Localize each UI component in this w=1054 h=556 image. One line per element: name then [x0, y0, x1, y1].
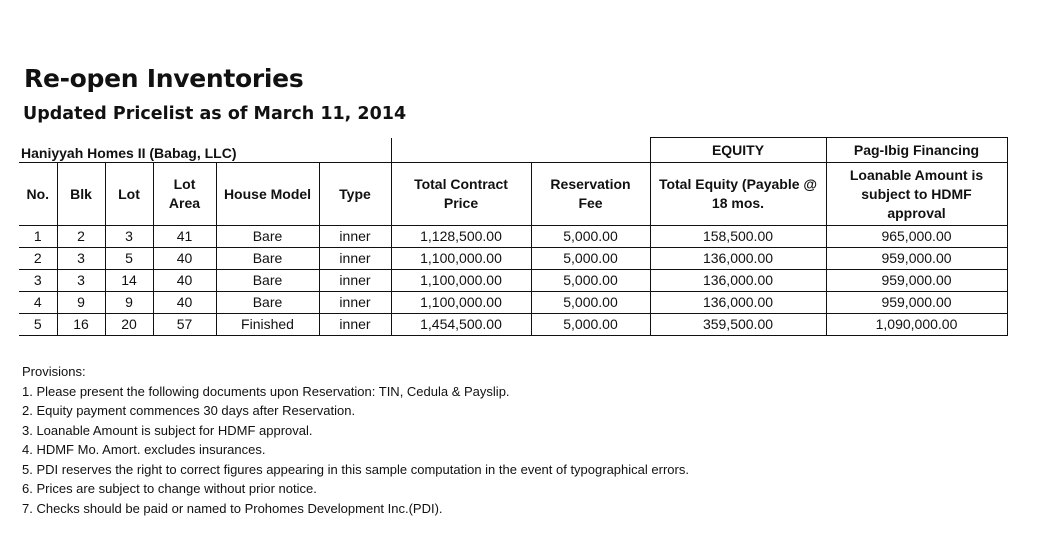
- table-row: [19, 248, 1007, 270]
- page-subtitle: Updated Pricelist as of March 11, 2014: [23, 104, 407, 124]
- cell-lot: 9: [105, 292, 153, 314]
- provision-item: 5. PDI reserves the right to correct figures appearing in this sample computation in the event of typographical errors.: [22, 461, 689, 477]
- col-header-type: Type: [319, 163, 391, 226]
- cell-loanable-amount: 959,000.00: [826, 292, 1007, 314]
- cell-no: 4: [19, 292, 57, 314]
- cell-type: inner: [319, 248, 391, 270]
- col-header-blk: Blk: [57, 163, 105, 226]
- table-row: [19, 226, 1007, 248]
- cell-no: 2: [19, 248, 57, 270]
- project-name: Haniyyah Homes II (Babag, LLC): [19, 138, 391, 163]
- col-header-house-model: House Model: [216, 163, 319, 226]
- cell-lot: 5: [105, 248, 153, 270]
- cell-lot-area: 40: [153, 270, 216, 292]
- provision-item: 4. HDMF Mo. Amort. excludes insurances.: [22, 442, 266, 457]
- cell-reservation-fee: 5,000.00: [531, 248, 650, 270]
- col-header-no: No.: [19, 163, 57, 226]
- cell-total-contract-price: 1,100,000.00: [391, 292, 531, 314]
- pricelist-table: [19, 137, 1008, 336]
- cell-lot: 3: [105, 226, 153, 248]
- cell-blk: 16: [57, 314, 105, 336]
- cell-house-model: Bare: [216, 270, 319, 292]
- cell-loanable-amount: 965,000.00: [826, 226, 1007, 248]
- provision-item: 2. Equity payment commences 30 days after Reservation.: [22, 403, 356, 418]
- cell-house-model: Finished: [216, 314, 319, 336]
- cell-total-equity: 158,500.00: [650, 226, 826, 248]
- column-header-row: [19, 163, 1007, 226]
- cell-total-contract-price: 1,128,500.00: [391, 226, 531, 248]
- cell-type: inner: [319, 314, 391, 336]
- provisions: [22, 362, 689, 518]
- col-header-loanable-amount: Loanable Amount is subject to HDMF approval: [826, 163, 1007, 226]
- cell-reservation-fee: 5,000.00: [531, 270, 650, 292]
- provision-item: 6. Prices are subject to change without prior notice.: [22, 481, 317, 496]
- cell-house-model: Bare: [216, 248, 319, 270]
- cell-lot-area: 40: [153, 248, 216, 270]
- cell-total-contract-price: 1,100,000.00: [391, 270, 531, 292]
- blank-header-cell: [391, 138, 650, 163]
- cell-no: 1: [19, 226, 57, 248]
- cell-lot: 14: [105, 270, 153, 292]
- provision-item: 1. Please present the following documents upon Reservation: TIN, Cedula & Payslip.: [22, 383, 510, 399]
- cell-house-model: Bare: [216, 292, 319, 314]
- cell-total-equity: 359,500.00: [650, 314, 826, 336]
- table-row: [19, 270, 1007, 292]
- table-row: [19, 314, 1007, 336]
- cell-blk: 3: [57, 248, 105, 270]
- col-header-total-equity: Total Equity (Payable @ 18 mos.: [650, 163, 826, 226]
- cell-lot-area: 57: [153, 314, 216, 336]
- cell-loanable-amount: 959,000.00: [826, 270, 1007, 292]
- cell-total-equity: 136,000.00: [650, 248, 826, 270]
- col-header-reservation-fee: Reservation Fee: [531, 163, 650, 226]
- provision-item: 3. Loanable Amount is subject for HDMF approval.: [22, 422, 313, 438]
- cell-house-model: Bare: [216, 226, 319, 248]
- cell-total-contract-price: 1,100,000.00: [391, 248, 531, 270]
- cell-total-equity: 136,000.00: [650, 270, 826, 292]
- cell-type: inner: [319, 292, 391, 314]
- cell-reservation-fee: 5,000.00: [531, 226, 650, 248]
- cell-loanable-amount: 1,090,000.00: [826, 314, 1007, 336]
- cell-lot-area: 41: [153, 226, 216, 248]
- col-header-total-contract-price: Total Contract Price: [391, 163, 531, 226]
- col-header-lot: Lot: [105, 163, 153, 226]
- cell-lot-area: 40: [153, 292, 216, 314]
- page-title: Re-open Inventories: [24, 64, 304, 93]
- cell-loanable-amount: 959,000.00: [826, 248, 1007, 270]
- cell-no: 5: [19, 314, 57, 336]
- cell-reservation-fee: 5,000.00: [531, 314, 650, 336]
- col-header-lot-area: Lot Area: [153, 163, 216, 226]
- financing-group-header: Pag-Ibig Financing: [826, 138, 1007, 163]
- cell-lot: 20: [105, 314, 153, 336]
- cell-blk: 2: [57, 226, 105, 248]
- cell-type: inner: [319, 270, 391, 292]
- provisions-list: [22, 382, 689, 519]
- cell-type: inner: [319, 226, 391, 248]
- cell-no: 3: [19, 270, 57, 292]
- cell-total-equity: 136,000.00: [650, 292, 826, 314]
- provision-item: 7. Checks should be paid or named to Prohomes Development Inc.(PDI).: [22, 500, 443, 516]
- provisions-heading: Provisions:: [22, 364, 86, 379]
- cell-blk: 9: [57, 292, 105, 314]
- table-row: [19, 292, 1007, 314]
- pricelist-rows: [19, 226, 1007, 336]
- cell-blk: 3: [57, 270, 105, 292]
- cell-reservation-fee: 5,000.00: [531, 292, 650, 314]
- group-header-row: [19, 138, 1007, 163]
- equity-group-header: EQUITY: [650, 138, 826, 163]
- cell-total-contract-price: 1,454,500.00: [391, 314, 531, 336]
